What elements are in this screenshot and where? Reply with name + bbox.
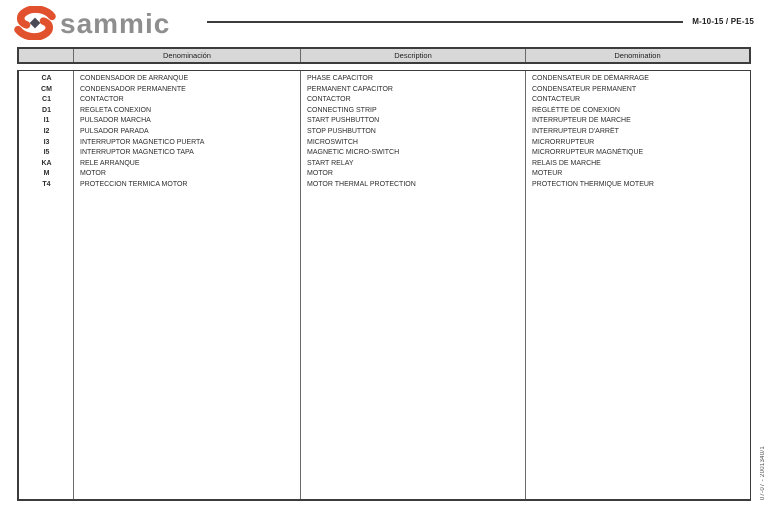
part-name-fr: PROTECTION THERMIQUE MOTEUR [532, 180, 654, 188]
column-header-denomination: Denomination [614, 51, 661, 60]
table-row [19, 106, 750, 117]
part-name-es: MOTOR [80, 170, 106, 178]
part-name-es: PROTECCION TERMICA MOTOR [80, 180, 188, 188]
logo-text: sammic [60, 7, 171, 39]
column-header-code [19, 49, 74, 62]
table-row [19, 138, 750, 149]
part-code: CM [41, 85, 52, 93]
part-code: M [43, 170, 50, 178]
part-name-fr: RELAIS DE MARCHE [532, 159, 601, 167]
part-code: KA [41, 159, 52, 167]
model-code: M-10-15 / PE-15 [692, 17, 754, 26]
document-reference: 07-07 - 2001340/1 [760, 445, 766, 500]
column-header-description: Description [301, 49, 526, 62]
header-rule [207, 21, 683, 23]
sammic-logo [14, 6, 170, 40]
parts-table-body [17, 70, 751, 501]
table-header-row [17, 47, 751, 64]
part-name-fr: CONDENSATEUR DE DÉMARRAGE [532, 75, 649, 82]
part-name-fr: MICRORRUPTEUR MAGNÉTIQUE [532, 149, 644, 157]
part-name-fr: RÉGLÈTTE DE CONEXION [532, 106, 620, 114]
part-name-es: CONDENSADOR PERMANENTE [80, 85, 186, 93]
part-name-es: CONDENSADOR DE ARRANQUE [80, 75, 189, 82]
part-name-fr: MOTEUR [532, 170, 563, 178]
part-name-en: MICROSWITCH [307, 138, 358, 146]
part-code: D1 [42, 106, 51, 114]
page-header [0, 0, 768, 44]
part-name-fr: CONDENSATEUR PERMANENT [532, 85, 637, 93]
part-name-en: MAGNETIC MICRO-SWITCH [307, 149, 400, 157]
column-divider [300, 71, 301, 499]
part-name-es: CONTACTOR [80, 96, 124, 104]
part-name-en: START PUSHBUTTON [307, 117, 380, 125]
part-name-en: START RELAY [307, 159, 354, 167]
part-code: CA [41, 75, 52, 82]
part-name-fr: INTERRUPTEUR DE MARCHE [532, 117, 631, 125]
part-name-fr: MICRORRUPTEUR [532, 138, 595, 146]
part-code: I1 [43, 117, 50, 125]
part-name-en: CONTACTOR [307, 96, 351, 104]
part-code: I5 [43, 149, 50, 157]
column-divider [525, 71, 526, 499]
part-name-en: MOTOR [307, 170, 333, 178]
table-row [19, 159, 750, 170]
part-name-fr: CONTACTEUR [532, 96, 581, 104]
table-row [19, 169, 750, 180]
part-name-es: REGLETA CONEXION [80, 106, 152, 114]
table-row [19, 74, 750, 85]
column-header-denominacion: Denominación [74, 49, 301, 62]
part-code: I2 [43, 127, 50, 135]
part-code: I3 [43, 138, 50, 146]
part-name-es: INTERRUPTOR MAGNETICO PUERTA [80, 138, 205, 146]
part-name-en: STOP PUSHBUTTON [307, 127, 376, 135]
part-name-en: CONNECTING STRIP [307, 106, 377, 114]
part-code: C1 [42, 96, 51, 104]
sammic-s-icon [14, 6, 56, 40]
table-row [19, 95, 750, 106]
part-name-es: PULSADOR PARADA [80, 127, 149, 135]
part-name-es: RELE ARRANQUE [80, 159, 140, 167]
table-row [19, 116, 750, 127]
table-row [19, 180, 750, 191]
table-row [19, 85, 750, 96]
part-name-en: MOTOR THERMAL PROTECTION [307, 180, 416, 188]
part-code: T4 [42, 180, 51, 188]
part-name-en: PHASE CAPACITOR [307, 75, 373, 82]
column-divider [73, 71, 74, 499]
table-row [19, 127, 750, 138]
part-name-es: PULSADOR MARCHA [80, 117, 151, 125]
part-name-es: INTERRUPTOR MAGNETICO TAPA [80, 149, 194, 157]
part-name-fr: INTERRUPTEUR D'ARRÊT [532, 127, 619, 135]
part-name-en: PERMANENT CAPACITOR [307, 85, 393, 93]
table-row [19, 148, 750, 159]
